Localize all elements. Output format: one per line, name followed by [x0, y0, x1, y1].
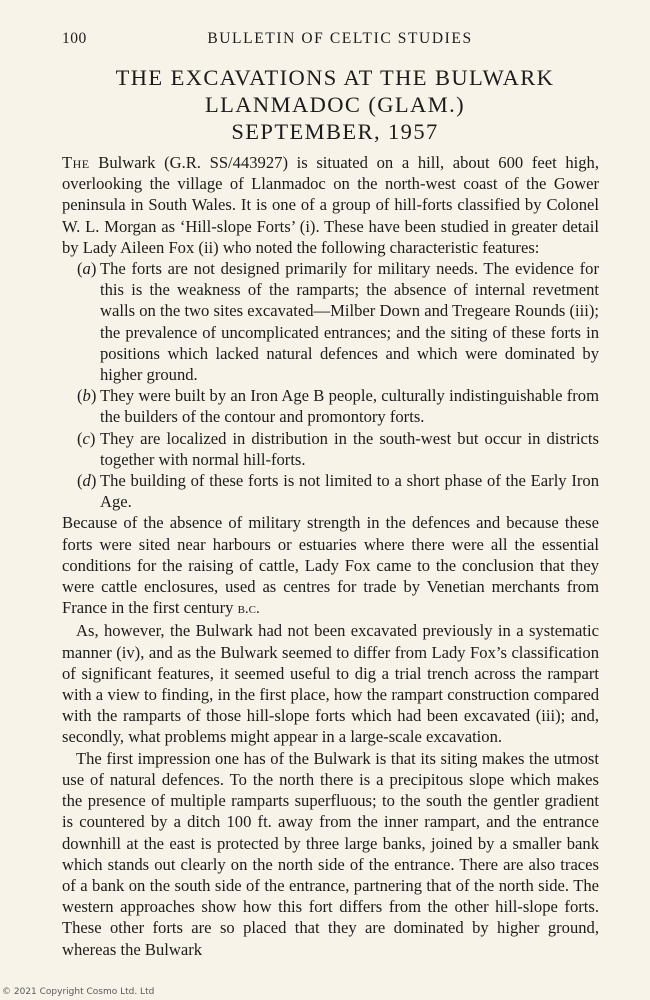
- feature-marker: (d): [77, 471, 97, 491]
- intro-lead-word: The: [62, 153, 90, 172]
- article-title: [60, 64, 610, 145]
- feature-letter: d: [82, 471, 91, 491]
- features-list: [62, 258, 599, 512]
- feature-letter: c: [82, 428, 90, 448]
- paragraph-first-impression: The first impression one has of the Bulwark is that its siting makes the utmost use of natural defences. To the north there is a precipitous slope which makes the presence of multiple ramparts superfluous; to the south the gentler gradient is countered by a ditch 100 ft. away from the inner rampart, and the entrance downhill at the east is protected by three large banks, joined by a smaller bank which stands out clearly on the north side of the entrance. There are also traces of a bank on the south side of the entrance, partnering that of the north side. The western approaches show how this fort differs from the other hill-slope forts. These other forts are so placed that they are dominated by higher ground, whereas the Bulwark: [62, 748, 599, 959]
- title-line-1: THE EXCAVATIONS AT THE BULWARK: [115, 65, 555, 90]
- feature-item: [62, 258, 599, 385]
- paragraph-trial-trench: As, however, the Bulwark had not been excavated previously in a systematic manner (iv), and as the Bulwark seemed to differ from Lady Fox’s classification of significant features, it seemed useful to dig a trial trench across the rampart with a view to finding, in the first place, how the rampart construction compared with the ramparts of those hill-slope forts which had been excavated (iii); and, secondly, what problems might appear in a large-scale excavation.: [62, 621, 599, 747]
- article-body: [62, 152, 599, 960]
- feature-text: They are localized in distribution in the south-west but occur in districts together with normal hill-forts.: [100, 428, 599, 469]
- feature-item: [62, 470, 599, 512]
- paragraph-text: Because of the absence of military strength in the defences and because these forts were sited near harbours or estuaries where there were all the essential conditions for the raising of cattle, Lady Fox came to the conclusion that they were cattle enclosures, used as centres for trade by Venetian merchants from France in the first century: [62, 513, 599, 618]
- copyright-credit: © 2021 Copyright Cosmo Ltd. Ltd: [2, 987, 155, 997]
- running-header: [62, 30, 608, 52]
- feature-text: The building of these forts is not limited to a short phase of the Early Iron Age.: [100, 471, 599, 512]
- feature-marker: (c): [77, 428, 96, 448]
- feature-text: The forts are not designed primarily for military needs. The evidence for this is the weakness of the ramparts; the absence of internal revetment walls on the two sites excavated—Milber Down and Tregeare Rounds (iii); the prevalence of uncomplicated entrances; and the siting of these forts in positions which lacked natural defences and which were dominated by higher ground.: [100, 259, 599, 385]
- intro-paragraph: [62, 152, 599, 258]
- feature-marker: (b): [77, 386, 97, 406]
- page-number: 100: [62, 30, 87, 47]
- era-abbreviation: b.c.: [237, 601, 260, 618]
- feature-item: [62, 428, 599, 470]
- feature-letter: a: [82, 259, 91, 279]
- title-line-2: LLANMADOC (GLAM.): [204, 92, 466, 117]
- title-line-3: SEPTEMBER, 1957: [231, 119, 439, 144]
- feature-text: They were built by an Iron Age B people, culturally indistinguishable from the builders of the contour and promontory forts.: [100, 386, 599, 427]
- feature-letter: b: [82, 386, 91, 406]
- journal-title: BULLETIN OF CELTIC STUDIES: [207, 30, 473, 47]
- intro-text: Bulwark (G.R. SS/443927) is situated on a hill, about 600 feet high, overlooking the village of Llanmadoc on the north-west coast of the Gower peninsula in South Wales. It is one of a group of hill-forts classified by Colonel W. L. Morgan as ‘Hill-slope Forts’ (i). These have been studied in greater detail by Lady Aileen Fox (ii) who noted the following characteristic features:: [62, 153, 599, 257]
- feature-item: [62, 385, 599, 427]
- feature-marker: (a): [77, 259, 97, 279]
- paragraph-cattle-enclosures: [62, 512, 599, 620]
